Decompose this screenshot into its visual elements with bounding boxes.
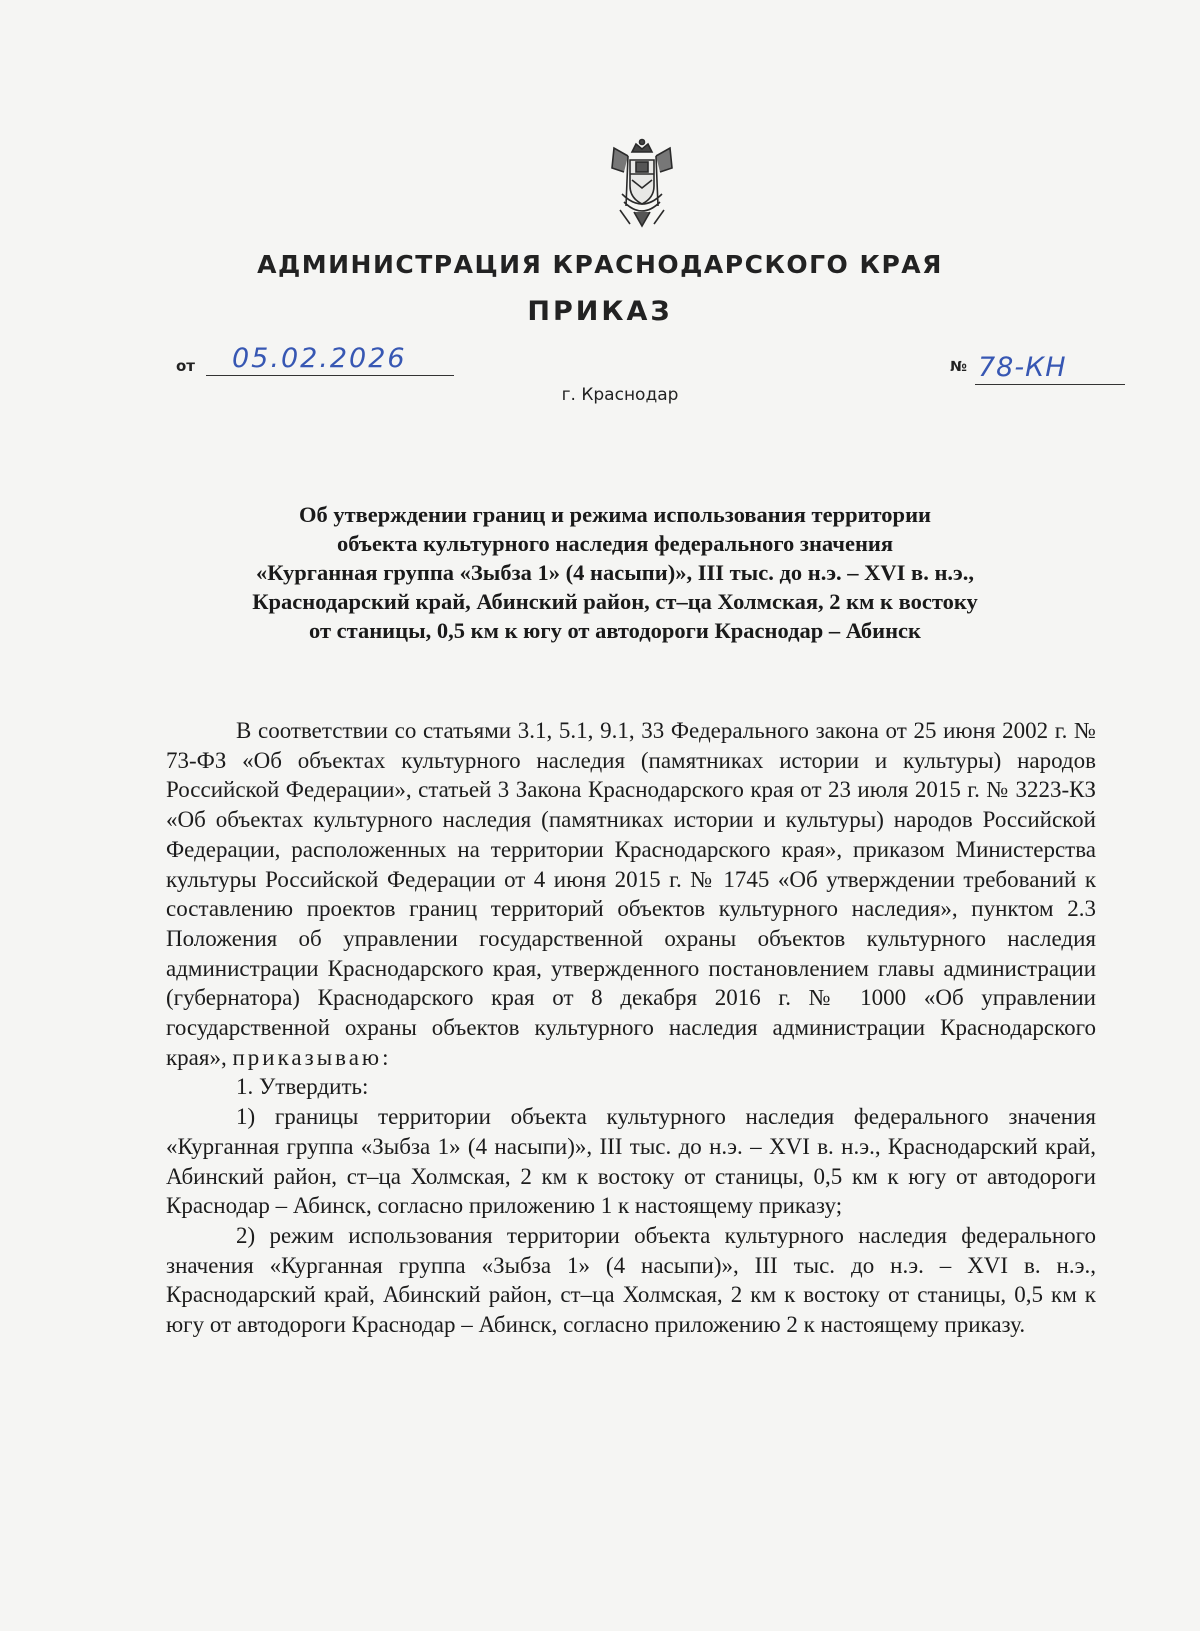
organization-name: АДМИНИСТРАЦИЯ КРАСНОДАРСКОГО КРАЯ [257, 250, 943, 279]
number-underline [975, 384, 1125, 385]
date-handwritten: 05.02.2026 [232, 343, 407, 374]
title-line: Краснодарский край, Абинский район, ст–ца Холмская, 2 км к востоку [252, 589, 978, 614]
subpoint-1: 1) границы территории объекта культурного наследия федерального значения «Курганная группа «Зыбза 1» (4 насыпи)», III тыс. до н.э. – XVI в. н.э., Краснодарский край, Абинский район, ст–ца Холмская, 2 км к востоку от станицы, 0,5 км к югу от автодороги Краснодар – Абинск, согласно приложению 1 к настоящему приказу; [166, 1104, 1096, 1219]
order-body [166, 716, 1096, 1340]
order-title [150, 500, 1080, 645]
coat-of-arms-emblem [608, 138, 676, 228]
date-underline [206, 375, 454, 376]
subpoint-2: 2) режим использования территории объекта культурного наследия федерального значения «Курганная группа «Зыбза 1» (4 насыпи)», III тыс. до н.э. – XVI в. н.э., Краснодарский край, Абинский район, ст–ца Холмская, 2 км к востоку от станицы, 0,5 км к югу от автодороги Краснодар – Абинск, согласно приложению 2 к настоящему приказу. [166, 1222, 1096, 1338]
title-line: «Курганная группа «Зыбза 1» (4 насыпи)», III тыс. до н.э. – XVI в. н.э., [255, 560, 975, 585]
point-1: 1. Утвердить: [236, 1074, 369, 1100]
title-line: Об утверждении границ и режима использования территории [298, 502, 932, 527]
preamble-text: В соответствии со статьями 3.1, 5.1, 9.1, 33 Федерального закона от 25 июня 2002 г. № 73-ФЗ «Об объектах культурного наследия (памятниках истории и культуры) народов Российской Федерации», статьей 3 Закона Краснодарского края от 23 июля 2015 г. № 3223-КЗ «Об объектах культурного наследия (памятниках истории и культуры) народов Российской Федерации, расположенных на территории Краснодарского края», приказом Министерства культуры Российской Федерации от 4 июня 2015 г. № 1745 «Об утверждении требований к составлению проектов границ территорий объектов культурного наследия», пунктом 2.3 Положения об управлении государственной охраны объектов культурного наследия администрации Краснодарского края, утвержденного постановлением главы администрации (губернатора) Краснодарского края от 8 декабря 2016 г. № 1000 «Об управлении государственной охраны объектов культурного наследия администрации Краснодарского края», [166, 718, 1096, 1070]
number-label: № [950, 359, 967, 375]
date-label: от [176, 357, 195, 375]
title-line: объекта культурного наследия федерального значения [336, 531, 894, 556]
number-handwritten: 78-КН [978, 352, 1067, 383]
document-type: ПРИКАЗ [527, 296, 673, 327]
city-line: г. Краснодар [561, 385, 679, 405]
title-line: от станицы, 0,5 км к югу от автодороги Краснодар – Абинск [309, 618, 921, 643]
preamble-paragraph [166, 716, 1096, 1072]
order-word: приказываю: [232, 1044, 392, 1070]
